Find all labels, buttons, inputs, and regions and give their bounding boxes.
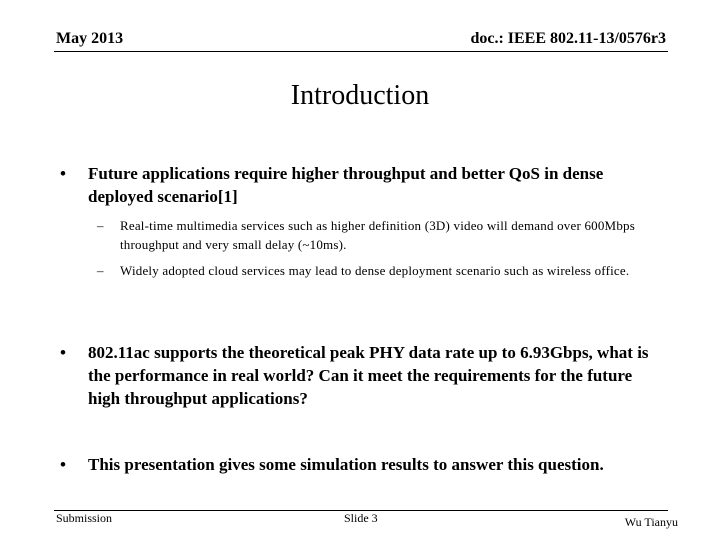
sub-bullet-2 — [97, 261, 680, 280]
footer-slide-number: Slide 3 — [344, 511, 378, 525]
bullet-dot: • — [60, 455, 66, 474]
header-date: May 2013 — [56, 30, 124, 47]
footer-submission: Submission — [56, 511, 113, 525]
sub-bullet-1 — [97, 216, 680, 254]
header-doc-id: doc.: IEEE 802.11-13/0576r3 — [470, 30, 666, 47]
header-divider — [54, 51, 668, 52]
bullet-2 — [60, 341, 668, 410]
bullet-dot: • — [60, 343, 66, 362]
bullet-3-text: This presentation gives some simulation results to answer this question. — [88, 455, 604, 474]
bullet-dot: • — [60, 164, 66, 183]
sub-bullet-1-text: Real-time multimedia services such as higher definition (3D) video will demand over 600Mbps throughput and very small delay (~10ms). — [120, 218, 635, 252]
bullet-3 — [60, 453, 668, 476]
bullet-2-text: 802.11ac supports the theoretical peak PHY data rate up to 6.93Gbps, what is the performance in real world? Can it meet the requirements for the future high throughput applications? — [88, 343, 649, 408]
slide-title: Introduction — [290, 80, 430, 111]
sub-bullet-2-text: Widely adopted cloud services may lead to dense deployment scenario such as wireless office. — [120, 263, 630, 278]
footer-author: Wu Tianyu — [624, 515, 678, 529]
sub-bullet-dash: – — [97, 218, 104, 233]
bullet-1-text: Future applications require higher throughput and better QoS in dense deployed scenario[1] — [88, 164, 604, 206]
sub-bullet-dash: – — [97, 263, 104, 278]
bullet-1 — [60, 162, 668, 208]
